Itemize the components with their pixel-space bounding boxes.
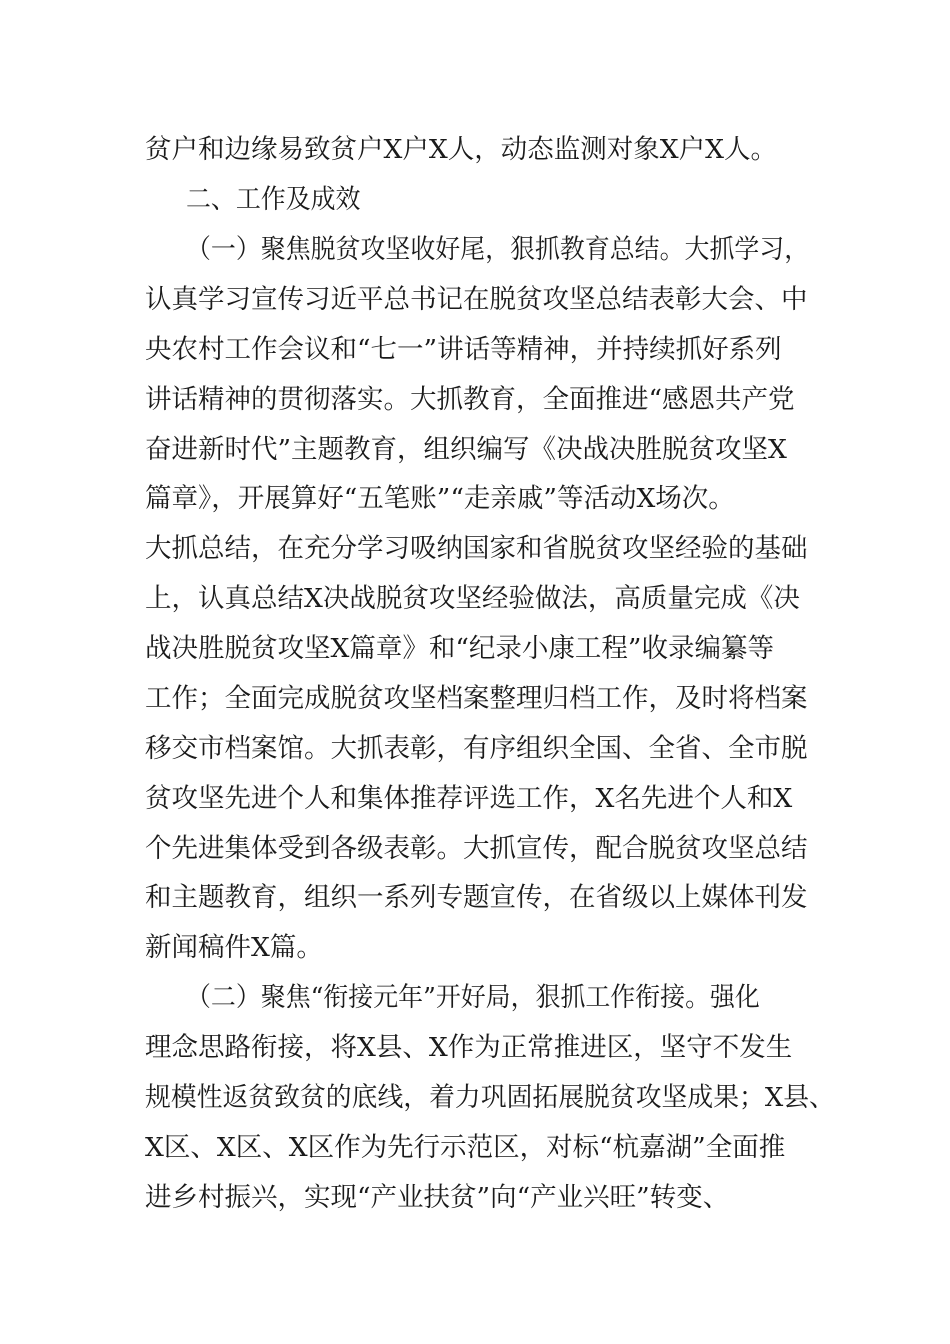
text-line: 央农村工作会议和“七一”讲话等精神，并持续抓好系列 (145, 334, 782, 365)
text-line: 移交市档案馆。大抓表彰，有序组织全国、全省、全市脱 (145, 733, 808, 764)
paragraph-start: （二）聚焦“衔接元年”开好局，狠抓工作衔接。强化 (186, 982, 760, 1013)
text-line: 大抓总结，在充分学习吸纳国家和省脱贫攻坚经验的基础 (145, 533, 808, 564)
text-line: 个先进集体受到各级表彰。大抓宣传，配合脱贫攻坚总结 (145, 833, 808, 864)
text-line: 上，认真总结X决战脱贫攻坚经验做法，高质量完成《决 (145, 583, 800, 614)
text-line: 奋进新时代”主题教育，组织编写《决战决胜脱贫攻坚X (145, 434, 787, 465)
text-line: 进乡村振兴，实现“产业扶贫”向“产业兴旺”转变、 (145, 1182, 730, 1213)
text-line: 工作；全面完成脱贫攻坚档案整理归档工作，及时将档案 (145, 683, 808, 714)
text-line: X区、X区、X区作为先行示范区，对标“杭嘉湖”全面推 (145, 1132, 786, 1163)
text-line: 新闻稿件X篇。 (145, 932, 323, 963)
text-line: 战决胜脱贫攻坚X篇章》和“纪录小康工程”收录编纂等 (145, 633, 774, 664)
text-line: 贫户和边缘易致贫户X户X人，动态监测对象X户X人。 (145, 134, 777, 165)
section-heading: 二、工作及成效 (186, 184, 361, 215)
text-line: 认真学习宣传习近平总书记在脱贫攻坚总结表彰大会、中 (145, 284, 808, 315)
text-line: 讲话精神的贯彻落实。大抓教育，全面推进“感恩共产党 (145, 384, 795, 415)
text-line: 理念思路衔接，将X县、X作为正常推进区，坚守不发生 (145, 1032, 793, 1063)
text-line: 规模性返贫致贫的底线，着力巩固拓展脱贫攻坚成果；X县、 (145, 1082, 835, 1113)
text-line: 和主题教育，组织一系列专题宣传，在省级以上媒体刊发 (145, 882, 808, 913)
text-line: 篇章》，开展算好“五笔账”“走亲戚”等活动X场次。 (145, 483, 735, 514)
paragraph-start: （一）聚焦脱贫攻坚收好尾，狠抓教育总结。大抓学习， (186, 234, 810, 265)
text-line: 贫攻坚先进个人和集体推荐评选工作，X名先进个人和X (145, 783, 793, 814)
